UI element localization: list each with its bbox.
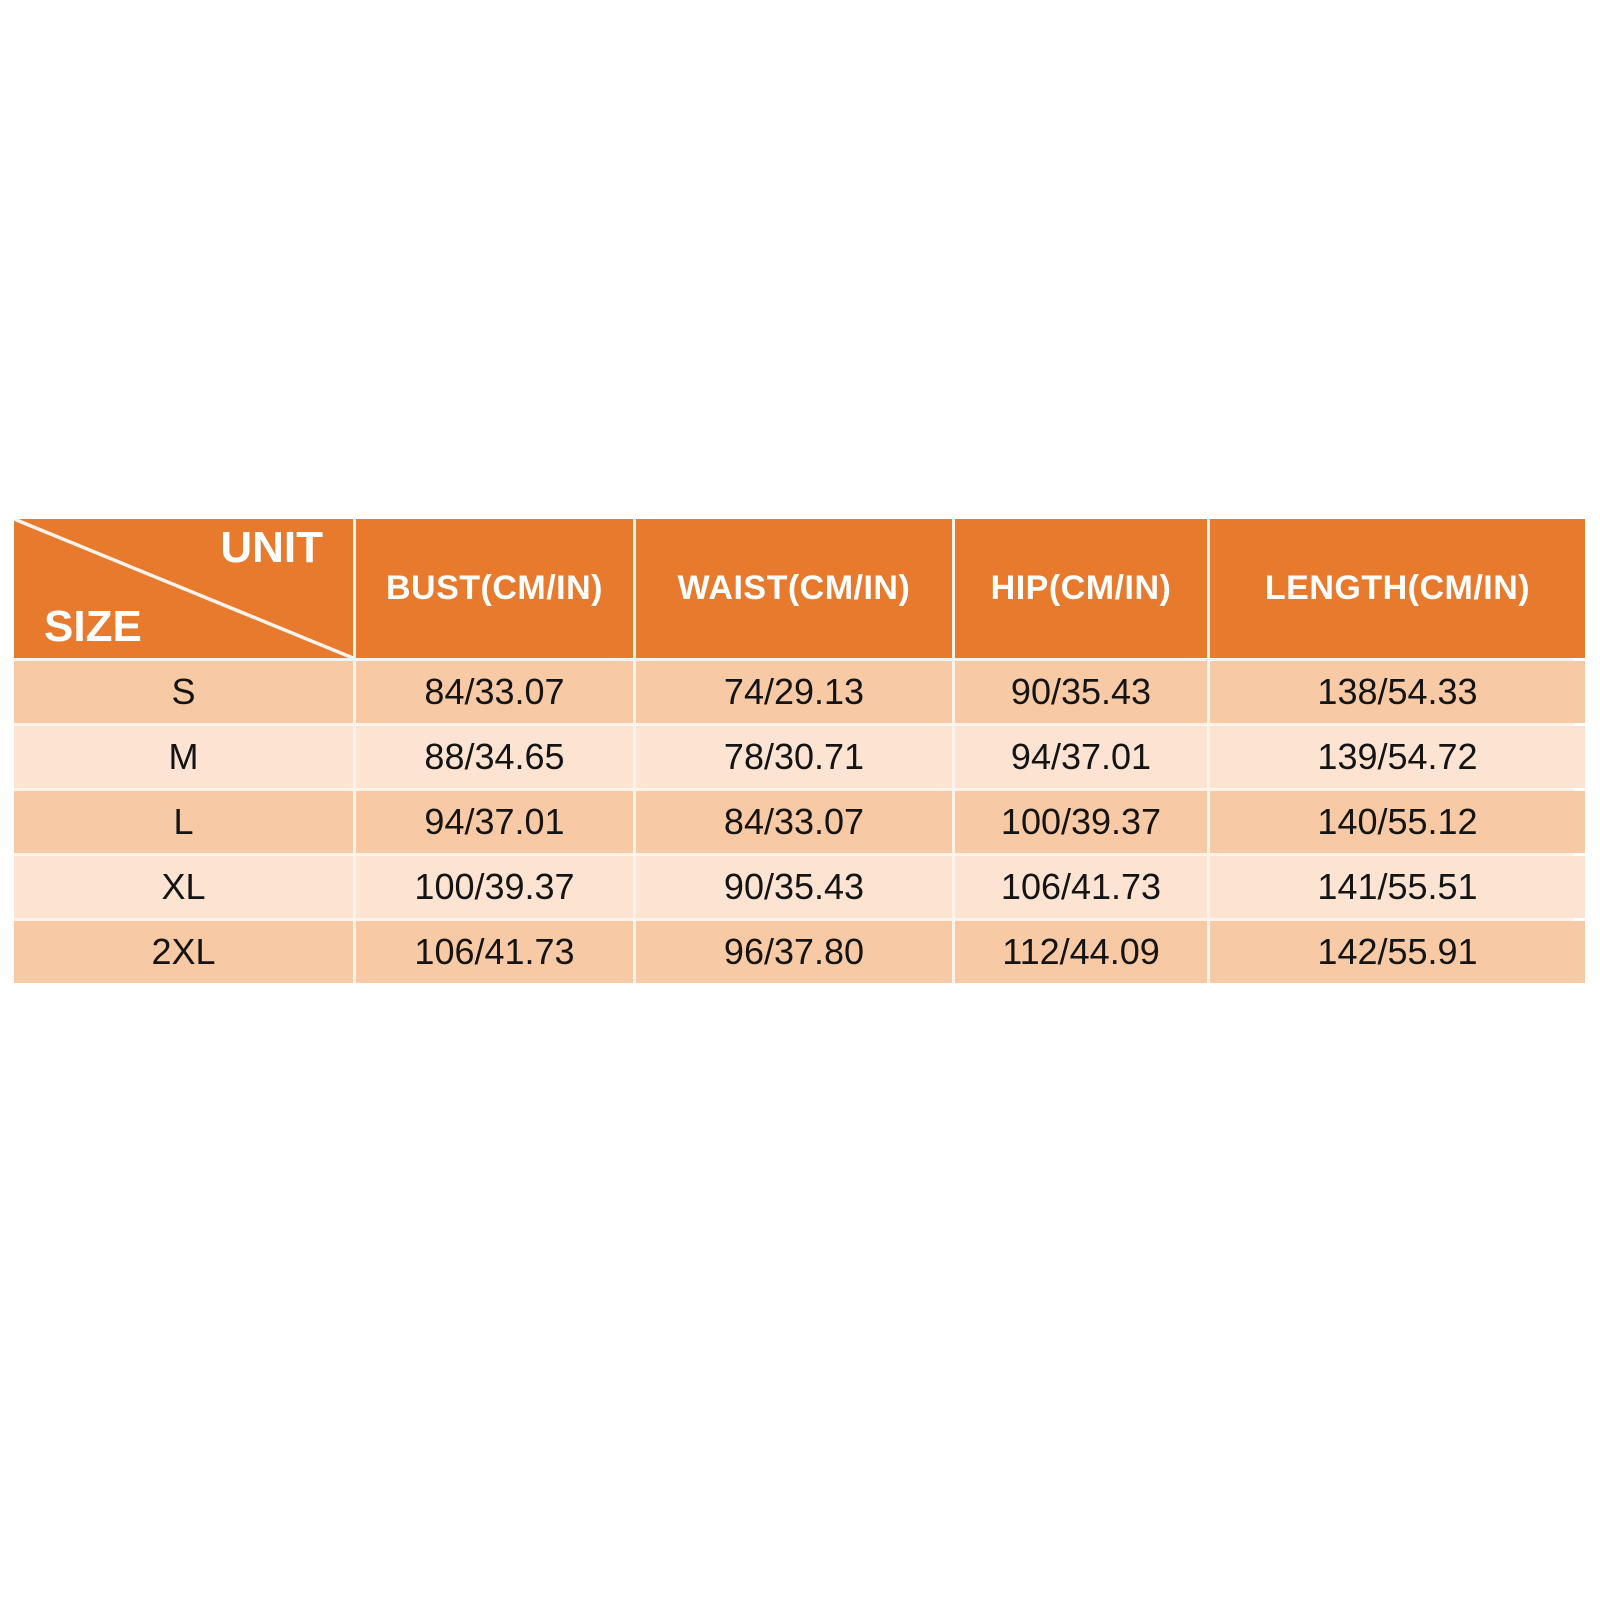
size-cell: XL — [14, 856, 353, 918]
waist-cell: 96/37.80 — [636, 921, 952, 983]
corner-cell-unit-size — [14, 519, 353, 658]
hip-cell: 94/37.01 — [955, 726, 1207, 788]
bust-cell: 106/41.73 — [356, 921, 633, 983]
bust-cell: 94/37.01 — [356, 791, 633, 853]
column-header-length: LENGTH(CM/IN) — [1210, 519, 1585, 658]
corner-label-unit: UNIT — [220, 523, 323, 572]
size-cell: M — [14, 726, 353, 788]
length-cell: 142/55.91 — [1210, 921, 1585, 983]
column-header-waist: WAIST(CM/IN) — [636, 519, 952, 658]
length-cell: 140/55.12 — [1210, 791, 1585, 853]
hip-cell: 90/35.43 — [955, 661, 1207, 723]
waist-cell: 84/33.07 — [636, 791, 952, 853]
size-cell: 2XL — [14, 921, 353, 983]
bust-cell: 88/34.65 — [356, 726, 633, 788]
corner-label-size: SIZE — [44, 602, 142, 651]
waist-cell: 78/30.71 — [636, 726, 952, 788]
waist-cell: 90/35.43 — [636, 856, 952, 918]
column-header-bust: BUST(CM/IN) — [356, 519, 633, 658]
length-cell: 138/54.33 — [1210, 661, 1585, 723]
hip-cell: 112/44.09 — [955, 921, 1207, 983]
hip-cell: 106/41.73 — [955, 856, 1207, 918]
size-cell: S — [14, 661, 353, 723]
bust-cell: 84/33.07 — [356, 661, 633, 723]
waist-cell: 74/29.13 — [636, 661, 952, 723]
column-header-hip: HIP(CM/IN) — [955, 519, 1207, 658]
length-cell: 139/54.72 — [1210, 726, 1585, 788]
size-cell: L — [14, 791, 353, 853]
bust-cell: 100/39.37 — [356, 856, 633, 918]
size-chart-table — [14, 519, 1573, 983]
hip-cell: 100/39.37 — [955, 791, 1207, 853]
length-cell: 141/55.51 — [1210, 856, 1585, 918]
